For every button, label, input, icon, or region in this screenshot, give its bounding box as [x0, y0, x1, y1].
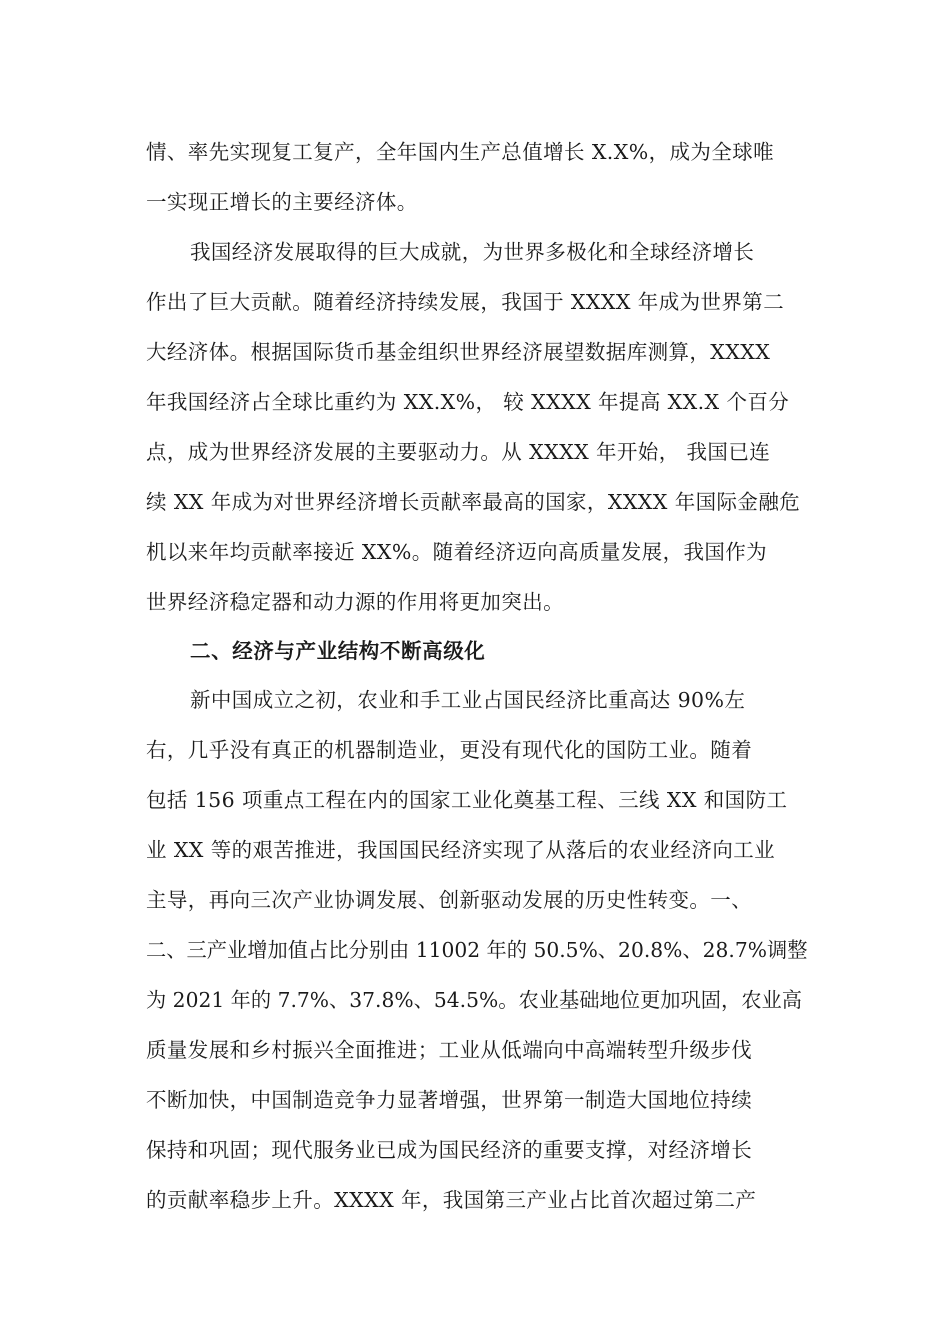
paragraph-3-line-1: 新中国成立之初，农业和手工业占国民经济比重高达 90%左	[190, 688, 746, 712]
paragraph-3-line-2: 右，几乎没有真正的机器制造业，更没有现代化的国防工业。随着	[146, 738, 753, 762]
paragraph-3-line-11: 的贡献率稳步上升。XXXX 年，我国第三产业占比首次超过第二产	[146, 1188, 757, 1212]
paragraph-2-line-8: 世界经济稳定器和动力源的作用将更加突出。	[146, 590, 564, 614]
paragraph-3-line-5: 主导，再向三次产业协调发展、创新驱动发展的历史性转变。一、	[146, 888, 753, 912]
paragraph-3-line-10: 保持和巩固；现代服务业已成为国民经济的重要支撑，对经济增长	[146, 1138, 753, 1162]
section-heading: 二、经济与产业结构不断高级化	[190, 639, 486, 663]
paragraph-1-line-2: 一实现正增长的主要经济体。	[146, 190, 418, 214]
paragraph-2-line-5: 点，成为世界经济发展的主要驱动力。从 XXXX 年开始， 我国已连	[146, 440, 771, 464]
paragraph-2-line-4: 年我国经济占全球比重约为 XX.X%， 较 XXXX 年提高 XX.X 个百分	[146, 390, 790, 414]
paragraph-1-line-1: 情、率先实现复工复产，全年国内生产总值增长 X.X%，成为全球唯	[146, 140, 774, 164]
paragraph-3-line-4: 业 XX 等的艰苦推进，我国国民经济实现了从落后的农业经济向工业	[146, 838, 776, 862]
paragraph-3-line-8: 质量发展和乡村振兴全面推进；工业从低端向中高端转型升级步伐	[146, 1038, 753, 1062]
paragraph-2-line-7: 机以来年均贡献率接近 XX%。随着经济迈向高质量发展，我国作为	[146, 540, 768, 564]
paragraph-2-line-1: 我国经济发展取得的巨大成就，为世界多极化和全球经济增长	[190, 240, 755, 264]
paragraph-3-line-6: 二、三产业增加值占比分别由 11002 年的 50.5%、20.8%、28.7%调整	[146, 938, 808, 962]
paragraph-2-line-2: 作出了巨大贡献。随着经济持续发展，我国于 XXXX 年成为世界第二	[146, 290, 785, 314]
paragraph-2-line-3: 大经济体。根据国际货币基金组织世界经济展望数据库测算，XXXX	[146, 340, 771, 364]
paragraph-3-line-3: 包括 156 项重点工程在内的国家工业化奠基工程、三线 XX 和国防工	[146, 788, 788, 812]
paragraph-3-line-9: 不断加快，中国制造竞争力显著增强，世界第一制造大国地位持续	[146, 1088, 753, 1112]
paragraph-3-line-7: 为 2021 年的 7.7%、37.8%、54.5%。农业基础地位更加巩固，农业高	[146, 988, 802, 1012]
paragraph-2-line-6: 续 XX 年成为对世界经济增长贡献率最高的国家，XXXX 年国际金融危	[146, 490, 801, 514]
